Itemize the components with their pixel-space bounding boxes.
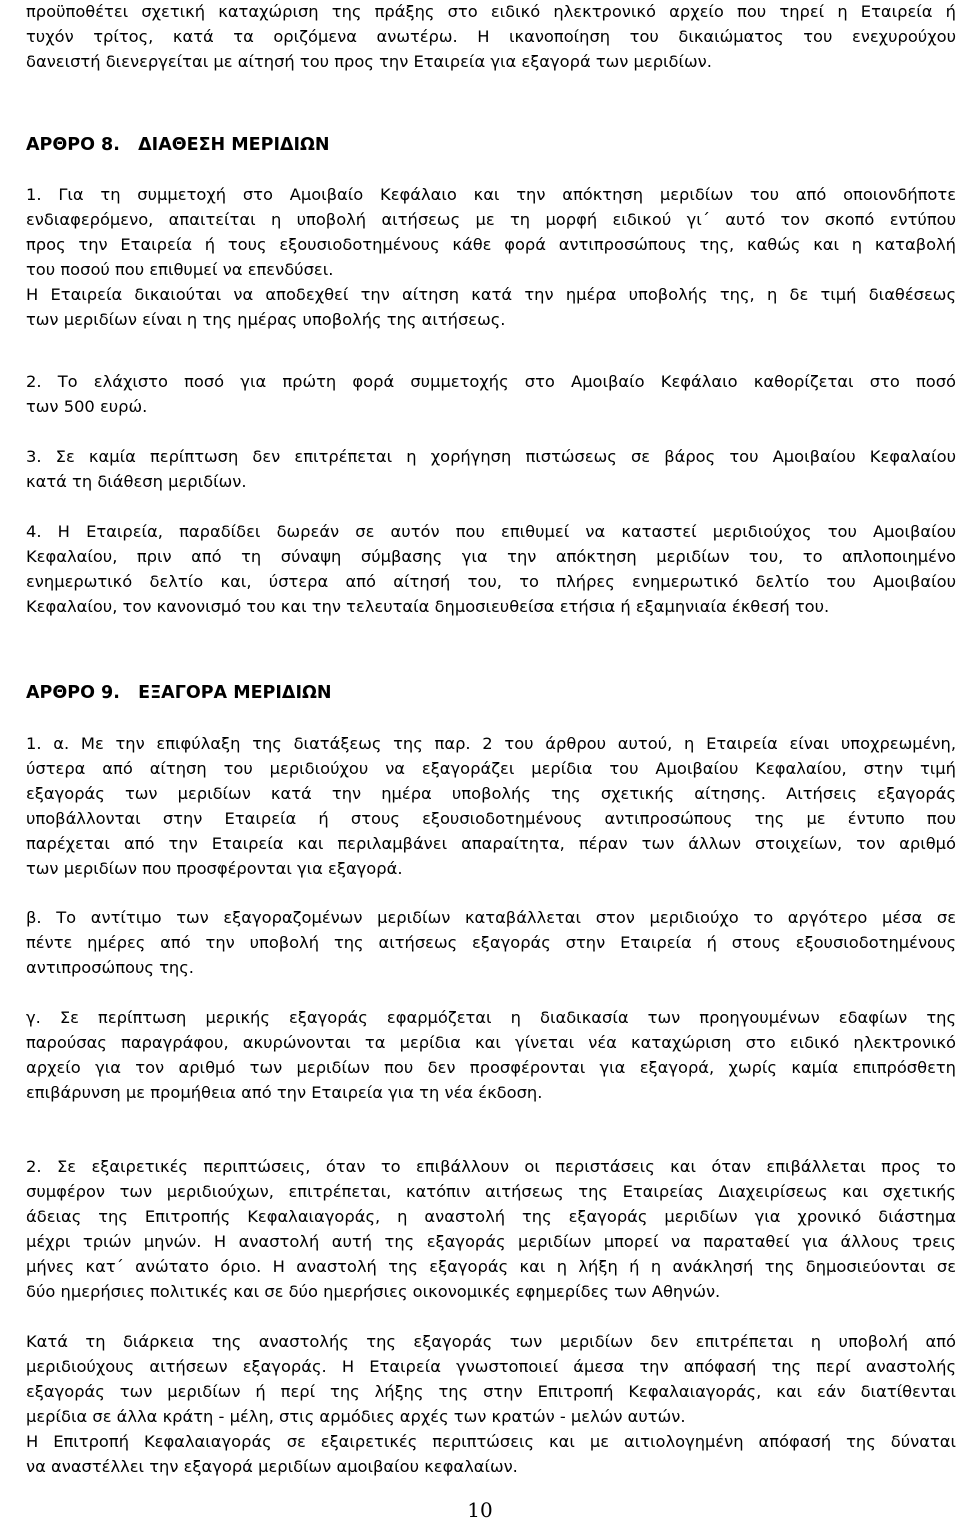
- text-line: ύστερα από αίτηση του μεριδιούχου να εξαγοράζει μερίδια του Αμοιβαίου Κεφαλαίου, στην τιμή: [26, 759, 956, 778]
- text-line: κατά τη διάθεση μεριδίων.: [26, 472, 247, 491]
- text-line: 1. α. Με την επιφύλαξη της διατάξεως της παρ. 2 του άρθρου αυτού, η Εταιρεία είναι υποχρεωμένη,: [26, 734, 956, 753]
- text-line: συμφέρον των μεριδιούχων, επιτρέπεται, κατόπιν αιτήσεως της Εταιρείας Διαχειρίσεως και σχετικής: [26, 1182, 956, 1201]
- text-line: υποβάλλονται στην Εταιρεία ή στους εξουσιοδοτημένους αντιπροσώπους της με έντυπο που: [26, 809, 956, 828]
- text-line: Κεφαλαίου, πριν από τη σύναψη σύμβασης για την απόκτηση μεριδίων του, το απλοποιημένο: [26, 547, 956, 566]
- text-line: επιβάρυνση με προμήθεια από την Εταιρεία για τη νέα έκδοση.: [26, 1083, 543, 1102]
- text-line: Κεφαλαίου, τον κανονισμό του και την τελευταία δημοσιευθείσα ετήσια ή εξαμηνιαία έκθεσή του.: [26, 597, 830, 616]
- text-line: 1. Για τη συμμετοχή στο Αμοιβαίο Κεφάλαιο και την απόκτηση μεριδίων του από οποιονδήποτε: [26, 185, 956, 204]
- article-9-heading: ΑΡΘΡΟ 9. ΕΞΑΓΟΡΑ ΜΕΡΙΔΙΩΝ: [26, 683, 332, 703]
- text-line: του ποσού που επιθυμεί να επενδύσει.: [26, 260, 334, 279]
- text-line: δανειστή διενεργείται με αίτησή του προς την Εταιρεία για εξαγορά των μεριδίων.: [26, 52, 712, 71]
- text-line: αρχείο για τον αριθμό των μεριδίων που δεν προσφέρονται για εξαγορά, χωρίς καμία επιπρόσθετη: [26, 1058, 956, 1077]
- text-line: μεριδιούχους αιτήσεων εξαγοράς. Η Εταιρεία γνωστοποιεί άμεσα την απόφασή της περί αναστολής: [26, 1357, 956, 1376]
- text-line: τυχόν τρίτος, κατά τα οριζόμενα ανωτέρω. Η ικανοποίηση του δικαιώματος του ενεχυρούχου: [26, 27, 956, 46]
- article-8-paragraph-2: [26, 369, 956, 419]
- article-8-paragraph-4: [26, 519, 956, 619]
- article-9-paragraph-1b: [26, 905, 956, 980]
- article-9-paragraph-1c: [26, 1005, 956, 1105]
- text-line: εξαγοράς των μεριδίων ή περί της λήξης της στην Επιτροπή Κεφαλαιαγοράς, και εάν διατίθενται: [26, 1382, 956, 1401]
- text-line: προς την Εταιρεία ή τους εξουσιοδοτημένους κάθε φορά αντιπροσώπους της, καθώς και η καταβολή: [26, 235, 956, 254]
- article-9-paragraph-1a: [26, 731, 956, 881]
- text-line: μέχρι τριών μηνών. Η αναστολή αυτή της εξαγοράς μεριδίων μπορεί να παραταθεί για άλλους τρεις: [26, 1232, 956, 1251]
- article-9-paragraph-3: [26, 1329, 956, 1479]
- text-line: μήνες κατ΄ ανώτατο όριο. Η αναστολή της εξαγοράς και η λήξη ή η ανάκλησή της δημοσιεύονται σε: [26, 1257, 956, 1276]
- text-line: 4. Η Εταιρεία, παραδίδει δωρεάν σε αυτόν που επιθυμεί να καταστεί μεριδιούχος του Αμοιβαίου: [26, 522, 956, 541]
- text-line: πέντε ημέρες από την υποβολή της αιτήσεως εξαγοράς στην Εταιρεία ή στους εξουσιοδοτημένους: [26, 933, 956, 952]
- text-line: ενημερωτικό δελτίο και, ύστερα από αίτησή του, το πλήρες ενημερωτικό δελτίο του Αμοιβαίου: [26, 572, 956, 591]
- text-line: παρέχεται από την Εταιρεία και περιλαμβάνει απαραίτητα, πέραν των άλλων στοιχείων, τον αριθμό: [26, 834, 956, 853]
- text-line: εξαγοράς των μεριδίων κατά την ημέρα υποβολής της σχετικής αίτησης. Αιτήσεις εξαγοράς: [26, 784, 956, 803]
- text-line: παρούσας παραγράφου, ακυρώνονται τα μερίδια και γίνεται νέα καταχώριση στο ειδικό ηλεκτρονικό: [26, 1033, 956, 1052]
- text-line: αντιπροσώπους της.: [26, 958, 194, 977]
- text-line: άδειας της Επιτροπής Κεφαλαιαγοράς, η αναστολή της εξαγοράς μεριδίων για χρονικό διάστημα: [26, 1207, 956, 1226]
- article-8-paragraph-3: [26, 444, 956, 494]
- text-line: 2. Σε εξαιρετικές περιπτώσεις, όταν το επιβάλλουν οι περιστάσεις και όταν επιβάλλεται προς το: [26, 1157, 956, 1176]
- intro-paragraph: [26, 0, 956, 74]
- text-line: 3. Σε καμία περίπτωση δεν επιτρέπεται η χορήγηση πιστώσεως σε βάρος του Αμοιβαίου Κεφαλαίου: [26, 447, 956, 466]
- text-line: Κατά τη διάρκεια της αναστολής της εξαγοράς των μεριδίων δεν επιτρέπεται η υποβολή από: [26, 1332, 956, 1351]
- text-line: γ. Σε περίπτωση μερικής εξαγοράς εφαρμόζεται η διαδικασία των προηγουμένων εδαφίων της: [26, 1008, 956, 1027]
- article-8-paragraph-1: [26, 182, 956, 332]
- text-line: των μεριδίων είναι η της ημέρας υποβολής της αιτήσεως.: [26, 310, 506, 329]
- article-9-paragraph-2: [26, 1154, 956, 1304]
- text-line: ενδιαφερόμενο, απαιτείται η υποβολή αιτήσεως με τη μορφή ειδικού γι΄ αυτό τον σκοπό εντύπου: [26, 210, 956, 229]
- text-line: να αναστέλλει την εξαγορά μεριδίων αμοιβαίου κεφαλαίων.: [26, 1457, 518, 1476]
- text-line: μερίδια σε άλλα κράτη - μέλη, στις αρμόδιες αρχές των κρατών - μελών αυτών.: [26, 1407, 686, 1426]
- text-line: των μεριδίων που προσφέρονται για εξαγορά.: [26, 859, 403, 878]
- text-line: Η Επιτροπή Κεφαλαιαγοράς σε εξαιρετικές περιπτώσεις και με αιτιολογημένη απόφασή της δύναται: [26, 1432, 956, 1451]
- text-line: προϋποθέτει σχετική καταχώριση της πράξης στο ειδικό ηλεκτρονικό αρχείο που τηρεί η Εταιρεία ή: [26, 2, 956, 21]
- text-line: 2. Το ελάχιστο ποσό για πρώτη φορά συμμετοχής στο Αμοιβαίο Κεφάλαιο καθορίζεται στο ποσό: [26, 372, 956, 391]
- page-number: 10: [467, 1498, 493, 1522]
- text-line: Η Εταιρεία δικαιούται να αποδεχθεί την αίτηση κατά την ημέρα υποβολής της, η δε τιμή διαθέσεως: [26, 285, 956, 304]
- text-line: δύο ημερήσιες πολιτικές και σε δύο ημερήσιες οικονομικές εφημερίδες των Αθηνών.: [26, 1282, 721, 1301]
- text-line: των 500 ευρώ.: [26, 397, 148, 416]
- article-8-heading: ΑΡΘΡΟ 8. ΔΙΑΘΕΣΗ ΜΕΡΙΔΙΩΝ: [26, 135, 330, 155]
- text-line: β. Το αντίτιμο των εξαγοραζομένων μεριδίων καταβάλλεται στον μεριδιούχο το αργότερο μέσα σε: [26, 908, 956, 927]
